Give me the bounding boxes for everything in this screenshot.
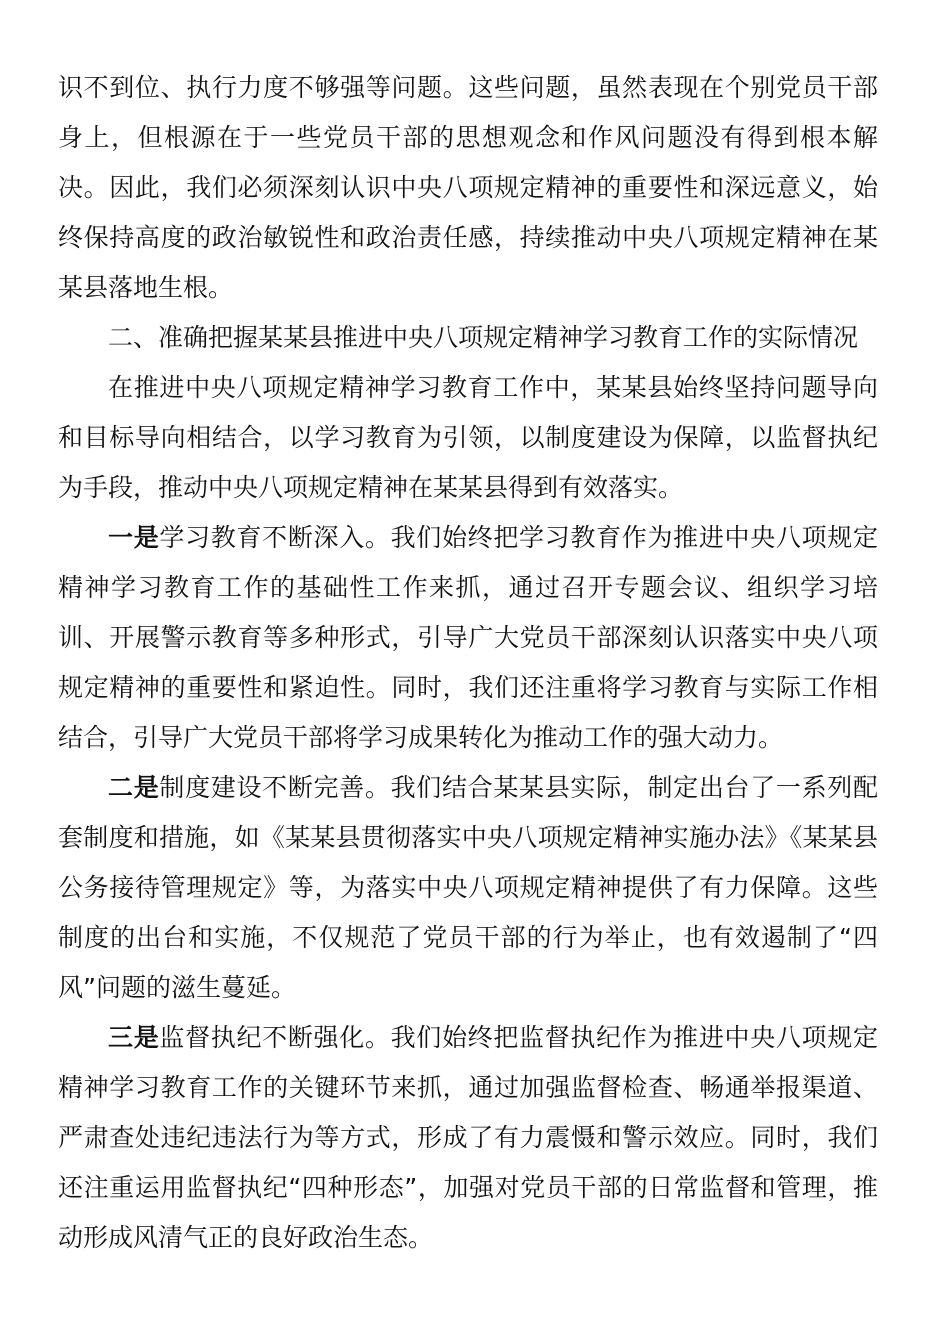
paragraph-text: 识不到位、执行力度不够强等问题。这些问题，虽然表现在个别党员干部身上，但根源在于一些党员干部的思想观念和作风问题没有得到根本解决。因此，我们必须深刻认识中央八项规定精神的重要性和深远意义，始终保持高度的政治敏锐性和政治责任感，持续推动中央八项规定精神在某某县落地生根。 xyxy=(58,73,878,302)
paragraph-point-one xyxy=(58,513,878,763)
paragraph-text: 学习教育不断深入。我们始终把学习教育作为推进中央八项规定精神学习教育工作的基础性工作来抓，通过召开专题会议、组织学习培训、开展警示教育等多种形式，引导广大党员干部深刻认识落实中央八项规定精神的重要性和紧迫性。同时，我们还注重将学习教育与实际工作相结合，引导广大党员干部将学习成果转化为推动工作的强大动力。 xyxy=(58,523,878,752)
paragraph-text: 在推进中央八项规定精神学习教育工作中，某某县始终坚持问题导向和目标导向相结合，以学习教育为引领，以制度建设为保障，以监督执纪为手段，推动中央八项规定精神在某某县得到有效落实。 xyxy=(58,373,878,502)
section-heading-text: 二、准确把握某某县推进中央八项规定精神学习教育工作的实际情况 xyxy=(108,323,859,352)
paragraph-point-two xyxy=(58,763,878,1013)
paragraph-continuation xyxy=(58,63,878,313)
paragraph-text: 监督执纪不断强化。我们始终把监督执纪作为推进中央八项规定精神学习教育工作的关键环节来抓，通过加强监督检查、畅通举报渠道、严肃查处违纪违法行为等方式，形成了有力震慑和警示效应。同时，我们还注重运用监督执纪“四种形态”，加强对党员干部的日常监督和管理，推动形成风清气正的良好政治生态。 xyxy=(58,1023,878,1252)
paragraph-lead: 三是 xyxy=(108,1023,160,1052)
paragraph-text: 制度建设不断完善。我们结合某某县实际，制定出台了一系列配套制度和措施，如《某某县贯彻落实中央八项规定精神实施办法》《某某县公务接待管理规定》等，为落实中央八项规定精神提供了有力保障。这些制度的出台和实施，不仅规范了党员干部的行为举止，也有效遏制了“四风”问题的滋生蔓延。 xyxy=(58,773,878,1002)
document-page xyxy=(58,63,878,1263)
paragraph-lead: 二是 xyxy=(108,773,160,802)
section-heading xyxy=(58,313,878,363)
paragraph-lead: 一是 xyxy=(108,523,160,552)
paragraph-intro xyxy=(58,363,878,513)
paragraph-point-three xyxy=(58,1013,878,1263)
